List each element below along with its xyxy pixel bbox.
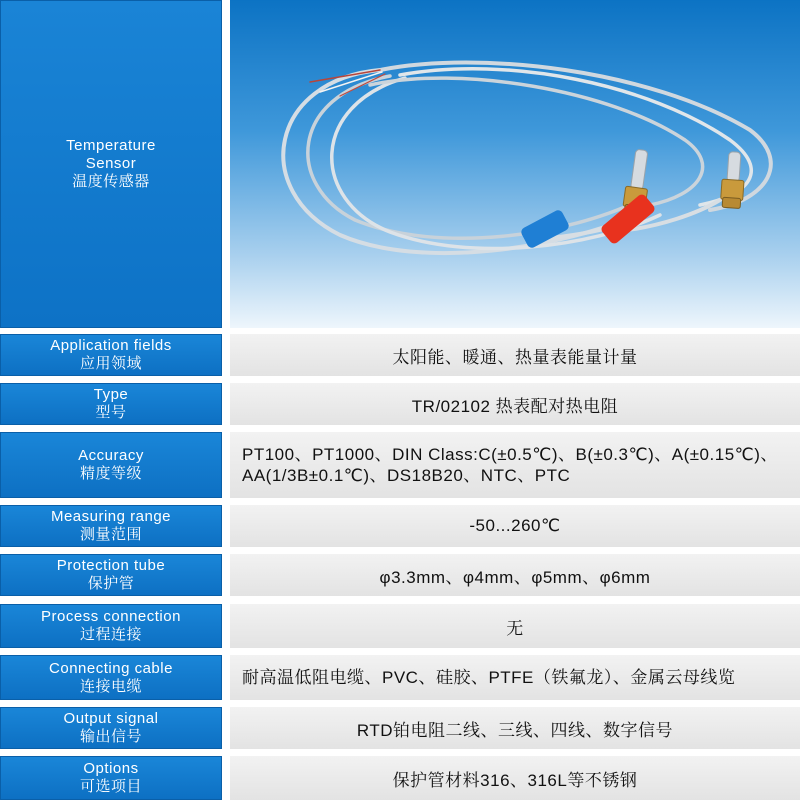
spec-label-cn: 连接电缆 xyxy=(79,677,142,695)
spec-row-options xyxy=(0,756,800,800)
product-title-en-1: Temperature xyxy=(66,137,156,154)
spec-label-en: Measuring range xyxy=(50,508,172,525)
product-title-en-2: Sensor xyxy=(85,155,137,172)
spec-label xyxy=(0,432,222,498)
spec-label-en: Process connection xyxy=(41,608,181,625)
spec-value: 太阳能、暖通、热量表能量计量 xyxy=(230,334,800,376)
spec-label-en: Connecting cable xyxy=(49,659,173,677)
spec-row-process-connection xyxy=(0,604,800,648)
product-photo xyxy=(230,0,800,328)
spec-label xyxy=(0,756,222,800)
spec-row-accuracy xyxy=(0,432,800,498)
spec-value: PT100、PT1000、DIN Class:C(±0.5℃)、B(±0.3℃)、A(±0.15℃)、AA(1/3B±0.1℃)、DS18B20、NTC、PTC xyxy=(230,432,800,498)
spec-value: 无 xyxy=(230,604,800,648)
spec-label-cn: 可选项目 xyxy=(79,778,142,795)
cable-loop-5 xyxy=(400,69,751,205)
spec-label xyxy=(0,383,222,425)
spec-label xyxy=(0,604,222,648)
spec-label-cn: 型号 xyxy=(95,404,127,421)
spec-label-cn: 精度等级 xyxy=(79,465,142,482)
product-title-cn: 温度传感器 xyxy=(72,173,150,190)
spec-label xyxy=(0,554,222,596)
spec-label-en: Application fields xyxy=(50,337,172,354)
spec-row-connecting-cable xyxy=(0,655,800,700)
spec-label-en: Output signal xyxy=(63,710,159,727)
hero-section xyxy=(0,0,800,328)
spec-row-measuring-range xyxy=(0,505,800,547)
spec-label-cn: 测量范围 xyxy=(79,526,142,543)
sensor-cable-image xyxy=(230,0,800,328)
spec-label-en: Options xyxy=(83,760,139,777)
spec-row-type xyxy=(0,383,800,425)
spec-label xyxy=(0,505,222,547)
spec-row-protection-tube xyxy=(0,554,800,596)
cable-loop-4 xyxy=(380,63,771,211)
spec-value: RTD铂电阻二线、三线、四线、数字信号 xyxy=(230,707,800,749)
spec-row-output-signal xyxy=(0,707,800,749)
spec-label-cn: 输出信号 xyxy=(79,728,142,745)
spec-label-en: Protection tube xyxy=(56,557,166,574)
spec-value: TR/02102 热表配对热电阻 xyxy=(230,383,800,425)
spec-label-cn: 保护管 xyxy=(87,575,135,592)
spec-label xyxy=(0,707,222,749)
spec-label-cn: 过程连接 xyxy=(79,626,142,643)
spec-value: -50...260℃ xyxy=(230,505,800,547)
product-title-cell xyxy=(0,0,222,328)
spec-label-en: Type xyxy=(93,386,129,403)
spec-label-en: Accuracy xyxy=(78,447,144,464)
spec-label-cn: 应用领域 xyxy=(79,355,142,372)
probe-2 xyxy=(720,151,746,208)
spec-value: 保护管材料316、316L等不锈钢 xyxy=(230,756,800,800)
spec-label xyxy=(0,655,222,700)
spec-row-application-fields xyxy=(0,334,800,376)
cable-loop-6 xyxy=(370,78,703,205)
spec-label xyxy=(0,334,222,376)
spec-value: 耐高温低阻电缆、PVC、硅胶、PTFE（铁氟龙）、金属云母线览 xyxy=(230,655,800,700)
spec-value: φ3.3mm、φ4mm、φ5mm、φ6mm xyxy=(230,554,800,596)
